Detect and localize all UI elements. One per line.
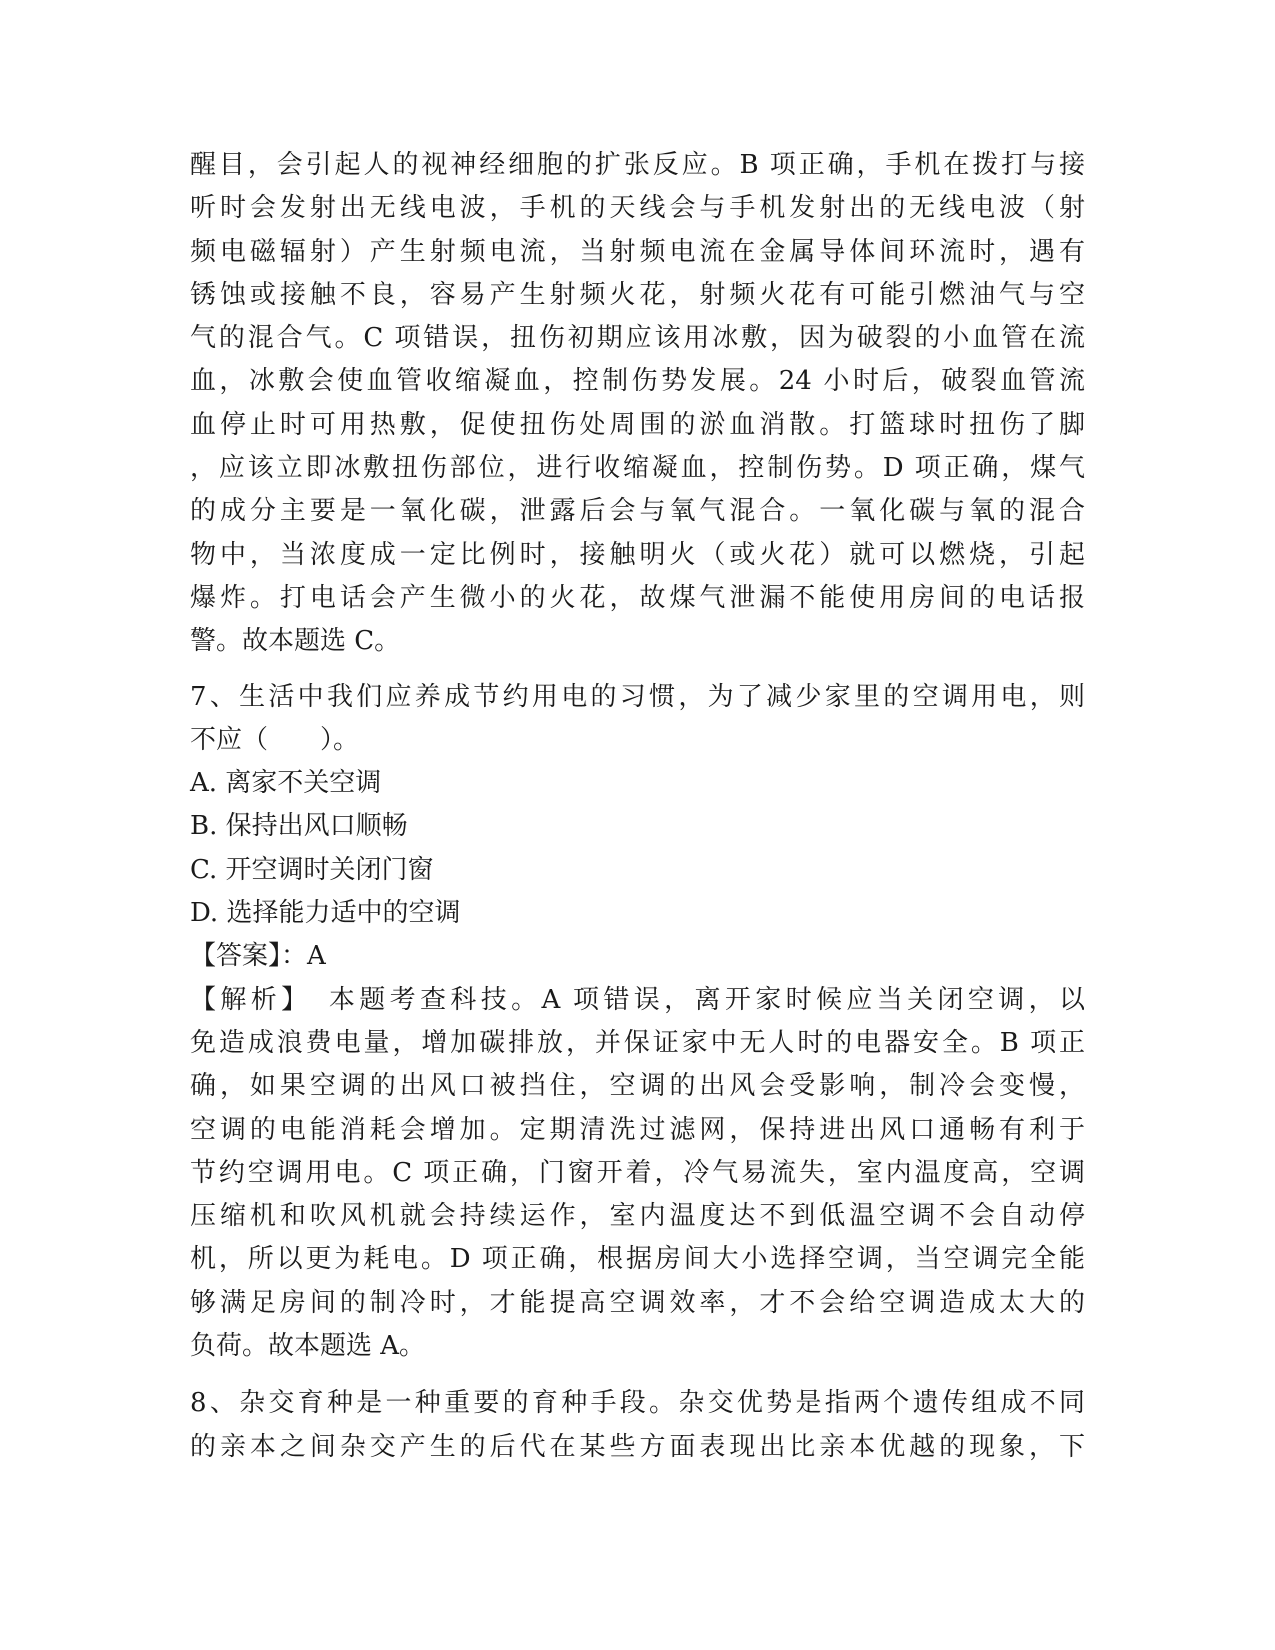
option-d: D. 选择能力适中的空调: [190, 898, 461, 929]
question-stem-line: 8、杂交育种是一种重要的育种手段。杂交优势是指两个遗传组成不同: [190, 1388, 1085, 1419]
analysis-line: 免造成浪费电量，增加碳排放，并保证家中无人时的电器安全。B 项正: [190, 1027, 1085, 1058]
spacer: [190, 1368, 1085, 1382]
text-line: 听时会发射出无线电波，手机的天线会与手机发射出的无线电波（射: [190, 193, 1085, 224]
answer-line: 【答案】：A: [190, 941, 326, 972]
text-line: 醒目，会引起人的视神经细胞的扩张反应。B 项正确，手机在拨打与接: [190, 150, 1085, 180]
text-line: 警。故本题选 C。: [190, 626, 401, 657]
document-page: [190, 144, 1085, 1469]
analysis-line: 负荷。故本题选 A。: [190, 1331, 426, 1362]
question-8: [190, 1382, 1085, 1469]
q6-analysis-continued: [190, 144, 1085, 664]
analysis-line: 机，所以更为耗电。D 项正确，根据房间大小选择空调，当空调完全能: [190, 1244, 1085, 1275]
option-a: A. 离家不关空调: [190, 768, 382, 799]
analysis-line: 【解析】 本题考查科技。A 项错误，离开家时候应当关闭空调，以: [190, 984, 1085, 1015]
analysis-line: 确，如果空调的出风口被挡住，空调的出风会受影响，制冷会变慢，: [190, 1071, 1085, 1102]
option-c: C. 开空调时关闭门窗: [190, 854, 434, 885]
question-stem-line: 的亲本之间杂交产生的后代在某些方面表现出比亲本优越的现象，下: [190, 1431, 1085, 1462]
text-line: 锈蚀或接触不良，容易产生射频火花，射频火花有可能引燃油气与空: [190, 279, 1085, 310]
text-line: 频电磁辐射）产生射频电流，当射频电流在金属导体间环流时，遇有: [190, 236, 1085, 267]
question-stem-line: 7、生活中我们应养成节约用电的习惯，为了减少家里的空调用电，则: [190, 681, 1085, 712]
spacer: [190, 664, 1085, 676]
question-7: [190, 676, 1085, 1369]
analysis-line: 压缩机和吹风机就会持续运作，室内温度达不到低温空调不会自动停: [190, 1201, 1085, 1232]
text-line: 的成分主要是一氧化碳，泄露后会与氧气混合。一氧化碳与氧的混合: [190, 496, 1085, 527]
option-b: B. 保持出风口顺畅: [190, 811, 408, 842]
analysis-line: 空调的电能消耗会增加。定期清洗过滤网，保持进出风口通畅有利于: [190, 1114, 1085, 1145]
question-stem-line: 不应（ ）。: [190, 724, 360, 755]
text-line: 血，冰敷会使血管收缩凝血，控制伤势发展。24 小时后，破裂血管流: [190, 366, 1085, 397]
analysis-line: 节约空调用电。C 项正确，门窗开着，冷气易流失，室内温度高，空调: [190, 1157, 1085, 1188]
text-line: 血停止时可用热敷，促使扭伤处周围的淤血消散。打篮球时扭伤了脚: [190, 409, 1085, 440]
text-line: 爆炸。打电话会产生微小的火花，故煤气泄漏不能使用房间的电话报: [190, 582, 1085, 613]
text-line: 气的混合气。C 项错误，扭伤初期应该用冰敷，因为破裂的小血管在流: [190, 323, 1085, 354]
text-line: 物中，当浓度成一定比例时，接触明火（或火花）就可以燃烧，引起: [190, 539, 1085, 570]
text-line: ，应该立即冰敷扭伤部位，进行收缩凝血，控制伤势。D 项正确，煤气: [190, 453, 1085, 484]
analysis-line: 够满足房间的制冷时，才能提高空调效率，才不会给空调造成太大的: [190, 1287, 1085, 1318]
